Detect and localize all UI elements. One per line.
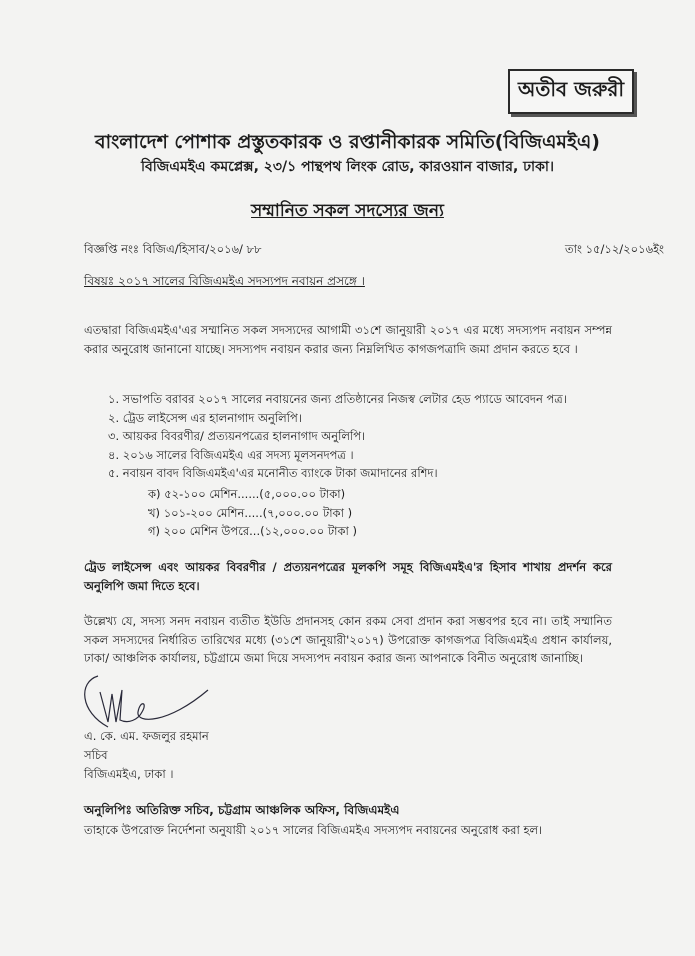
notice-paragraph: উল্লেখ্য যে, সদস্য সনদ নবায়ন ব্যতীত ইউডি প্রদানসহ কোন রকম সেবা প্রদান করা সম্ভবপর হবে না। তাই সম্মানিত সকল সদস্যদের নির্ধারিত তারিখের মধ্যে (৩১শে জানুয়ারী'২০১৭) উপরোক্ত কাগজপত্র বিজিএমইএ প্রধান কার্যালয়, ঢাকা/ আঞ্চলিক কার্যালয়, চট্টগ্রামে জমা দিয়ে সদস্যপদ নবায়ন করার জন্য আপনাকে বিনীত অনুরোধ জানাচ্ছি। <box>84 614 612 665</box>
signer-org: বিজিএমইএ, ঢাকা । <box>84 767 174 781</box>
signer-block <box>84 727 209 784</box>
fee-list <box>148 485 357 541</box>
requirement-item: ১. সভাপতি বরাবর ২০১৭ সালের নবায়নের জন্য প্রতিষ্ঠানের নিজস্ব লেটার হেড প্যাডে আবেদন পত্র। <box>108 392 567 406</box>
notice-heading-text: সম্মানিত সকল সদস্যের জন্য <box>251 201 444 221</box>
fee-item: গ) ২০০ মেশিন উপরে...(১২,০০০.০০ টাকা ) <box>148 524 358 538</box>
signer-name: এ. কে. এম. ফজলুর রহমান <box>84 729 209 743</box>
organization-name: বাংলাদেশ পোশাক প্রস্তুতকারক ও রপ্তানীকারক সমিতি(বিজিএমইএ) <box>95 131 600 153</box>
signature <box>78 672 228 732</box>
intro-paragraph: এতদ্বারা বিজিএমইএ'এর সম্মানিত সকল সদস্যদের আগামী ৩১শে জানুয়ারী ২০১৭ এর মধ্যে সদস্যপদ নবায়ন সম্পন্ন করার অনুরোধ জানানো যাচ্ছে। সদস্যপদ নবায়ন করার জন্য নিম্নলিখিত কাগজপত্রাদি জমা প্রদান করতে হবে । <box>84 323 612 356</box>
notice-heading <box>0 198 695 226</box>
copy-instruction: তাহাকে উপরোক্ত নির্দেশনা অনুযায়ী ২০১৭ সালের বিজিএমইএ সদস্যপদ নবায়নের অনুরোধ করা হল। <box>84 823 543 837</box>
fee-item: খ) ১০১-২০০ মেশিন.....(৭,০০০.০০ টাকা ) <box>148 505 353 520</box>
requirement-item: ৩. আয়কর বিবরণীর/ প্রত্যয়নপত্রের হালনাগাদ অনুলিপি। <box>108 429 366 443</box>
fee-item: ক) ৫২-১০০ মেশিন......(৫,০০০.০০ টাকা) <box>148 487 346 501</box>
notice-date: তাং ১৫/১২/২০১৬ইং <box>565 242 665 256</box>
requirements-list <box>108 390 567 483</box>
signer-title: সচিব <box>84 748 108 762</box>
copy-recipient: অনুলিপিঃ অতিরিক্ত সচিব, চট্টগ্রাম আঞ্চলিক অফিস, বিজিএমইএ <box>84 803 400 817</box>
requirement-item: ২. ট্রেড লাইসেন্স এর হালনাগাদ অনুলিপি। <box>108 410 302 425</box>
requirement-item: ৫. নবায়ন বাবদ বিজিএমইএ'এর মনোনীত ব্যাংকে টাকা জমাদানের রশিদ। <box>108 466 438 480</box>
organization-address: বিজিএমইএ কমপ্লেক্স, ২৩/১ পান্থপথ লিংক রোড, কারওয়ান বাজার, ঢাকা। <box>141 159 554 175</box>
reference-number: বিজ্ঞপ্তি নংঃ বিজিএ/হিসাব/২০১৬/ ৮৮ <box>84 242 262 256</box>
urgent-stamp: অতীব জরুরী <box>508 69 634 114</box>
subject-line: বিষয়ঃ ২০১৭ সালের বিজিএমইএ সদস্যপদ নবায়ন প্রসঙ্গে । <box>84 274 365 288</box>
requirement-item: ৪. ২০১৬ সালের বিজিএমইএ এর সদস্য মূলসনদপত্র । <box>108 447 354 462</box>
original-docs-paragraph: ট্রেড লাইসেন্স এবং আয়কর বিবরণীর / প্রত্যয়নপত্রের মূলকপি সমূহ বিজিএমইএ'র হিসাব শাখায় প্রদর্শন করে অনুলিপি জমা দিতে হবে। <box>84 560 612 593</box>
